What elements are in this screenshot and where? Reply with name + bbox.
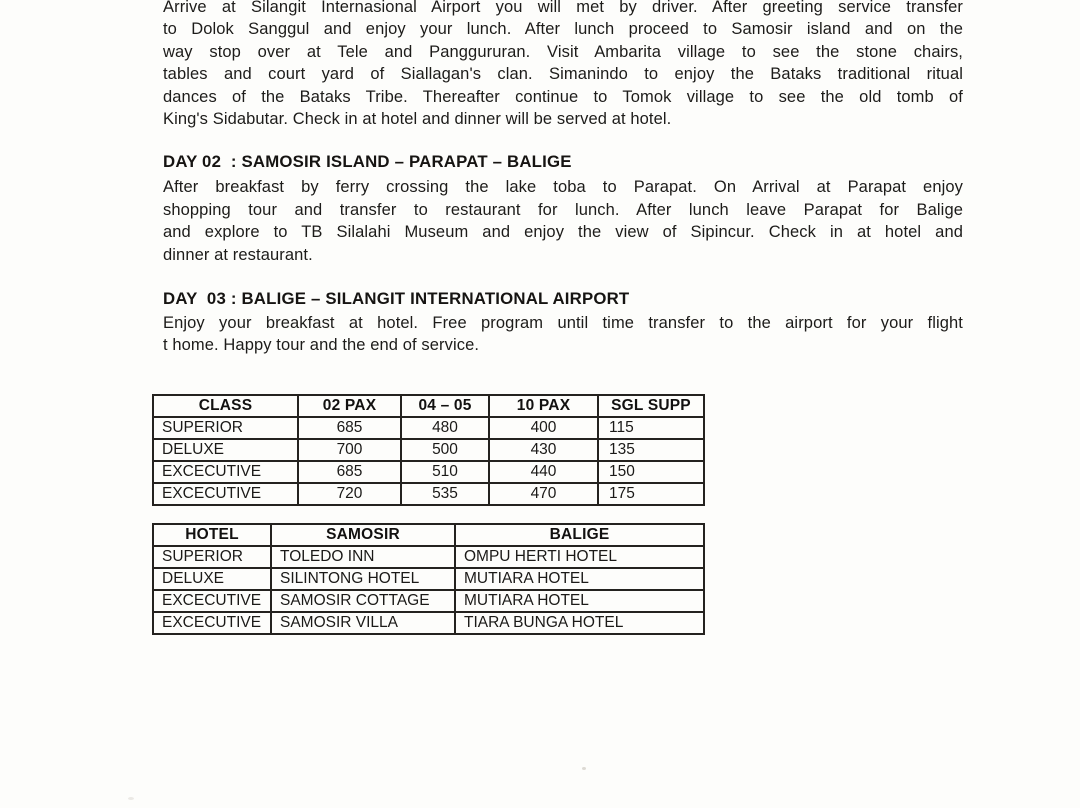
day-03-paragraph [163,312,963,357]
price-cell: 150 [598,461,704,483]
price-cell: 480 [401,417,489,439]
price-cell: 720 [298,483,401,505]
scan-speck [582,767,586,770]
price-cell: 135 [598,439,704,461]
hotel-cell: DELUXE [153,568,271,590]
table-row [153,546,704,568]
hotel-cell: SAMOSIR COTTAGE [271,590,455,612]
price-col-04-05: 04 – 05 [401,395,489,417]
price-cell: EXCECUTIVE [153,461,298,483]
day-01-line: King's Sidabutar. Check in at hotel and dinner will be served at hotel. [163,109,672,128]
day-02-line: and explore to TB Silalahi Museum and enjoy the view of Sipincur. Check in at hotel and [163,223,963,242]
hotel-cell: EXCECUTIVE [153,612,271,634]
day-02-line: After breakfast by ferry crossing the lake toba to Parapat. On Arrival at Parapat enjoy [163,178,963,197]
day-01-line: way stop over at Tele and Panggururan. Visit Ambarita village to see the stone chairs, [163,42,963,61]
hotel-table [152,523,705,635]
price-cell: 685 [298,417,401,439]
itinerary-text-column [163,0,963,357]
table-row [153,483,704,505]
price-cell: 115 [598,417,704,439]
price-cell: 470 [489,483,598,505]
price-cell: 175 [598,483,704,505]
hotel-cell: EXCECUTIVE [153,590,271,612]
table-row [153,439,704,461]
hotel-cell: TOLEDO INN [271,546,455,568]
table-row [153,612,704,634]
day-03-heading: DAY 03 : BALIGE – SILANGIT INTERNATIONAL AIRPORT [163,288,630,308]
hotel-cell: SILINTONG HOTEL [271,568,455,590]
price-cell: 700 [298,439,401,461]
day-02-paragraph [163,176,963,266]
hotel-cell: TIARA BUNGA HOTEL [455,612,704,634]
price-cell: DELUXE [153,439,298,461]
day-01-line: tables and court yard of Siallagan's clan. Simanindo to enjoy the Bataks traditional ritual [163,65,963,84]
hotel-col-samosir: SAMOSIR [271,524,455,546]
price-cell: 535 [401,483,489,505]
price-col-class: CLASS [153,395,298,417]
price-cell: 440 [489,461,598,483]
price-cell: 685 [298,461,401,483]
price-col-02pax: 02 PAX [298,395,401,417]
day-02-heading: DAY 02 : SAMOSIR ISLAND – PARAPAT – BALIGE [163,152,572,172]
hotel-cell: MUTIARA HOTEL [455,590,704,612]
hotel-col-balige: BALIGE [455,524,704,546]
day-01-line: dances of the Bataks Tribe. Thereafter continue to Tomok village to see the old tomb of [163,87,963,106]
day-01-line: to Dolok Sanggul and enjoy your lunch. After lunch proceed to Samosir island and on the [163,20,963,39]
table-row [153,417,704,439]
price-cell: 500 [401,439,489,461]
price-cell: 430 [489,439,598,461]
table-row [153,590,704,612]
table-row [153,568,704,590]
day-02-line: shopping tour and transfer to restaurant for lunch. After lunch leave Parapat for Balige [163,200,963,219]
hotel-cell: SAMOSIR VILLA [271,612,455,634]
price-cell: SUPERIOR [153,417,298,439]
price-cell: 510 [401,461,489,483]
scan-speck [128,797,134,800]
price-col-10pax: 10 PAX [489,395,598,417]
price-table-header-row [153,395,704,417]
price-cell: 400 [489,417,598,439]
hotel-table-header-row [153,524,704,546]
table-row [153,461,704,483]
price-col-sglsupp: SGL SUPP [598,395,704,417]
day-03-line: t home. Happy tour and the end of service. [163,336,480,355]
price-table [152,394,705,506]
hotel-cell: MUTIARA HOTEL [455,568,704,590]
price-cell: EXCECUTIVE [153,483,298,505]
hotel-cell: SUPERIOR [153,546,271,568]
hotel-col-hotel: HOTEL [153,524,271,546]
day-01-line: Arrive at Silangit Internasional Airport you will met by driver. After greeting service transfer [163,0,963,16]
day-01-paragraph [163,0,963,130]
day-02-line: dinner at restaurant. [163,245,313,264]
day-03-line: Enjoy your breakfast at hotel. Free program until time transfer to the airport for your flight [163,313,963,332]
hotel-cell: OMPU HERTI HOTEL [455,546,704,568]
